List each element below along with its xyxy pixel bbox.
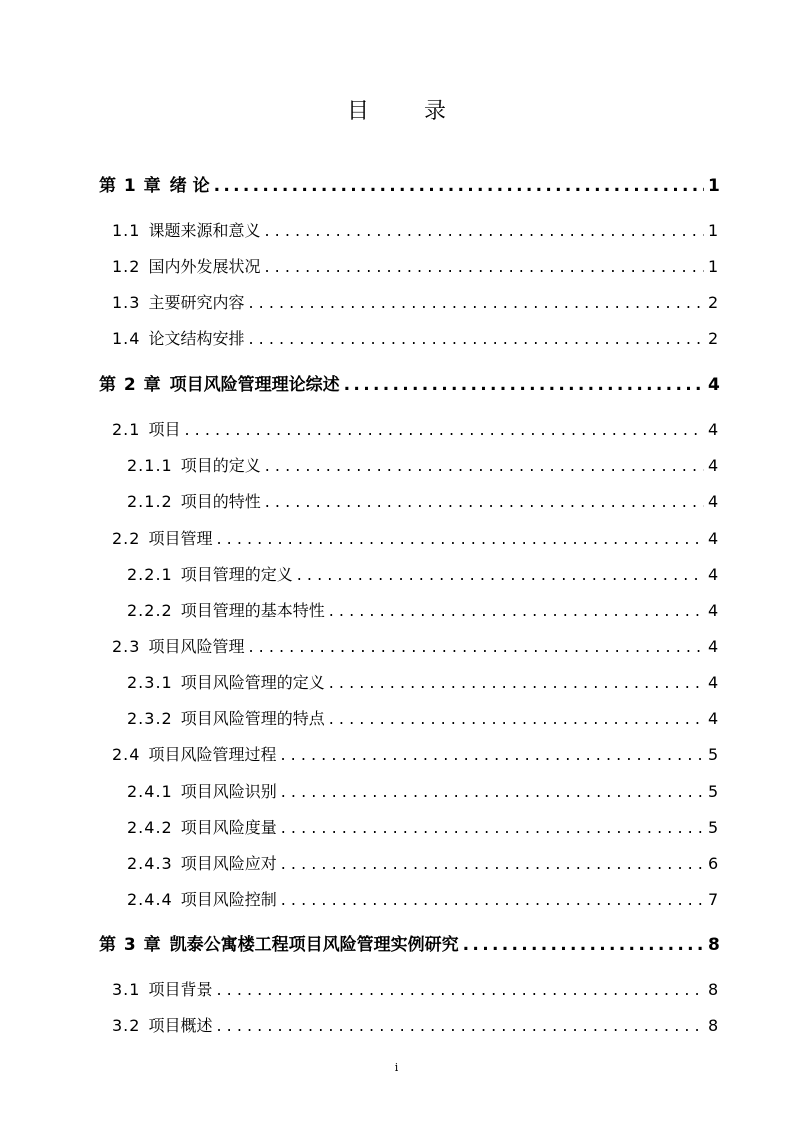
toc-entry-title: 论文结构安排 [148,329,245,348]
footer-page-number: i [394,1061,399,1074]
toc-entry-page-number: 6 [708,854,719,873]
toc-section-entry[interactable] [112,249,718,285]
toc-entry-title: 项目的特性 [180,492,261,511]
toc-entry-title: 项目风险管理的定义 [180,673,325,692]
toc-chapter-entry[interactable] [99,168,718,204]
toc-dot-leader [281,846,704,882]
toc-entry-page-number: 5 [708,818,719,837]
toc-entry-number: 3.1 [112,980,141,999]
toc-entry-number: 2.4.2 [127,818,173,837]
toc-entry-page-number: 4 [708,601,719,620]
toc-section-entry[interactable] [127,484,718,520]
toc-dot-leader [281,882,704,918]
toc-entry-page-number: 5 [708,745,719,764]
toc-entry-number: 2.3.2 [127,709,173,728]
toc-entry-page-number: 4 [708,565,719,584]
toc-dot-leader [463,927,704,963]
toc-dot-leader [297,557,704,593]
toc-entry-page-number: 1 [708,176,720,196]
toc-entry-title: 项目风险管理理论综述 [169,375,340,395]
toc-entry-page-number: 8 [708,935,720,955]
toc-entry-page-number: 8 [708,980,719,999]
toc-entry-page-number: 8 [708,1016,719,1035]
page-title: 目 录 [347,99,470,124]
toc-section-entry[interactable] [112,321,718,357]
toc-section-entry[interactable] [112,1008,718,1044]
toc-entry-number: 2.1 [112,420,141,439]
toc-dot-leader [329,665,704,701]
toc-entry-number: 1.2 [112,257,141,276]
toc-section-entry[interactable] [112,285,718,321]
toc-dot-leader [248,321,704,357]
toc-section-entry[interactable] [127,701,718,737]
toc-entry-title: 项目 [148,420,181,439]
toc-entry-title: 项目风险管理的特点 [180,709,325,728]
toc-dot-leader [248,285,704,321]
toc-section-entry[interactable] [112,412,718,448]
toc-entry-title: 项目管理的基本特性 [180,601,325,620]
toc-entry-title: 项目背景 [148,980,213,999]
toc-section-entry[interactable] [127,774,718,810]
toc-entry-number: 第 2 章 [99,375,162,395]
toc-entry-title: 项目风险度量 [180,818,277,837]
toc-entry-page-number: 1 [708,257,719,276]
toc-entry-number: 1.4 [112,329,141,348]
toc-entry-title: 项目的定义 [180,456,261,475]
toc-entry-page-number: 1 [708,221,719,240]
toc-entry-page-number: 4 [708,637,719,656]
toc-entry-number: 2.2 [112,529,141,548]
toc-dot-leader [248,629,704,665]
toc-dot-leader [329,593,704,629]
toc-section-entry[interactable] [112,213,718,249]
toc-entry-title: 项目管理的定义 [180,565,293,584]
toc-dot-leader [344,367,704,403]
toc-section-entry[interactable] [112,737,718,773]
toc-dot-leader [281,774,704,810]
toc-section-entry[interactable] [127,810,718,846]
toc-entry-title: 主要研究内容 [148,293,245,312]
toc-section-entry[interactable] [127,448,718,484]
toc-entry-title: 绪 论 [169,176,210,196]
toc-dot-leader [280,737,704,773]
toc-dot-leader [264,249,704,285]
toc-dot-leader [265,484,704,520]
toc-entry-number: 2.4.4 [127,890,173,909]
toc-entry-page-number: 4 [708,673,719,692]
toc-entry-title: 国内外发展状况 [148,257,261,276]
toc-dot-leader [265,448,704,484]
toc-chapter-entry[interactable] [99,367,718,403]
toc-entry-title: 凯泰公寓楼工程项目风险管理实例研究 [169,935,459,955]
toc-dot-leader [281,810,704,846]
toc-entry-page-number: 2 [708,329,719,348]
toc-entry-page-number: 4 [708,492,719,511]
toc-entry-number: 2.4.3 [127,854,173,873]
toc-entry-number: 2.1.1 [127,456,173,475]
toc-entry-page-number: 4 [708,709,719,728]
toc-entry-number: 2.4.1 [127,782,173,801]
toc-section-entry[interactable] [112,629,718,665]
toc-entry-page-number: 4 [708,420,719,439]
toc-entry-number: 3.2 [112,1016,141,1035]
toc-section-entry[interactable] [127,882,718,918]
toc-entry-number: 1.3 [112,293,141,312]
toc-entry-title: 项目概述 [148,1016,213,1035]
toc-section-entry[interactable] [112,972,718,1008]
toc-section-entry[interactable] [127,846,718,882]
toc-section-entry[interactable] [127,593,718,629]
toc-entry-title: 项目风险应对 [180,854,277,873]
toc-entry-page-number: 2 [708,293,719,312]
toc-chapter-entry[interactable] [99,927,718,963]
toc-entry-title: 项目风险控制 [180,890,277,909]
toc-entry-number: 2.1.2 [127,492,173,511]
toc-entry-title: 课题来源和意义 [148,221,261,240]
toc-dot-leader [264,213,704,249]
toc-section-entry[interactable] [112,521,718,557]
toc-entry-page-number: 4 [708,456,719,475]
toc-entry-number: 第 3 章 [99,935,162,955]
toc-dot-leader [184,412,704,448]
toc-dot-leader [214,168,704,204]
toc-entry-number: 2.3 [112,637,141,656]
toc-entry-page-number: 7 [708,890,719,909]
toc-entry-number: 2.2.2 [127,601,173,620]
toc-entry-title: 项目风险管理过程 [148,745,277,764]
toc-section-entry[interactable] [127,665,718,701]
toc-entry-title: 项目风险管理 [148,637,245,656]
toc-entry-number: 2.2.1 [127,565,173,584]
toc-entry-title: 项目管理 [148,529,213,548]
toc-entry-number: 2.3.1 [127,673,173,692]
toc-entry-number: 1.1 [112,221,141,240]
toc-entry-page-number: 4 [708,529,719,548]
toc-section-entry[interactable] [127,557,718,593]
toc-entry-number: 2.4 [112,745,141,764]
toc-dot-leader [216,521,704,557]
toc-dot-leader [216,1008,704,1044]
toc-entry-page-number: 5 [708,782,719,801]
toc-dot-leader [329,701,704,737]
toc-entry-title: 项目风险识别 [180,782,277,801]
toc-entry-number: 第 1 章 [99,176,162,196]
toc-entry-page-number: 4 [708,375,720,395]
toc-dot-leader [216,972,704,1008]
